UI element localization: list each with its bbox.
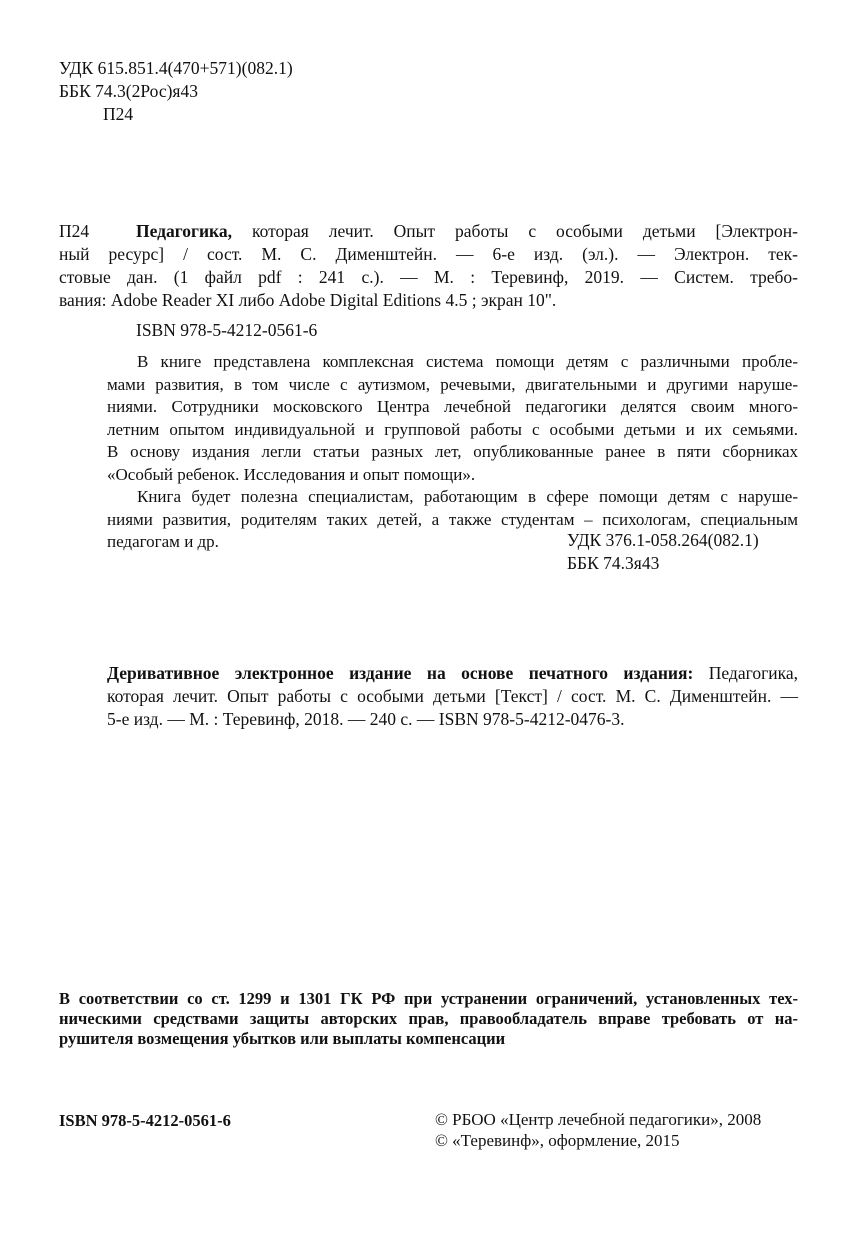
rights-line: В соответствии со ст. 1299 и 1301 ГК РФ при устранении ограничений, установленных тех- [59, 989, 798, 1008]
rights-line: ническими средствами защиты авторских прав, правообладатель вправе требовать от на- [59, 1009, 798, 1028]
abstract-line: «Особый ребенок. Исследования и опыт помощи». [107, 464, 476, 484]
abstract-line: В книге представлена комплексная система помощи детям с различными пробле- [137, 352, 798, 371]
bib-line-3: стовые дан. (1 файл pdf : 241 с.). — М. : Теревинф, 2019. — Систем. требо- [59, 267, 798, 287]
bibliographic-mark: П24 [59, 221, 90, 241]
bottom-codes [567, 529, 759, 575]
isbn-line: ISBN 978-5-4212-0561-6 [136, 320, 318, 340]
derivative-line-2: которая лечит. Опыт работы с особыми детьми [Текст] / сост. М. С. Дименштейн. — [107, 686, 798, 706]
derivative-line-1 [107, 662, 798, 685]
isbn-footer: ISBN 978-5-4212-0561-6 [59, 1111, 231, 1130]
derivative-line-3: 5-е изд. — М. : Теревинф, 2018. — 240 с. — ISBN 978-5-4212-0476-3. [107, 709, 625, 729]
udk-code-bottom: УДК 376.1-058.264(082.1) [567, 530, 759, 550]
abstract-line: ниями развития, родителям таких детей, а также студентам – психологам, специальным [107, 509, 798, 529]
derivative-lead: Деривативное электронное издание на основе печатного издания: [107, 663, 694, 683]
derivative-edition-note [107, 662, 798, 731]
abstract-line: Книга будет полезна специалистам, работающим в сфере помощи детям с наруше- [137, 487, 798, 506]
abstract-line: В основу издания легли статьи разных лет, опубликованные ранее в пяти сборниках [107, 442, 798, 461]
rights-notice [59, 989, 798, 1049]
abstract-line: ниями. Сотрудники московского Центра лечебной педагогики делятся своим много- [107, 397, 798, 416]
copyright-block [435, 1109, 761, 1151]
derivative-line-1-text: Педагогика, [693, 663, 798, 683]
copyright-line-1: © РБОО «Центр лечебной педагогики», 2008 [435, 1110, 762, 1129]
abstract-line: педагогам и др. [107, 532, 219, 551]
udk-code: УДК 615.851.4(470+571)(082.1) [59, 58, 293, 78]
bib-line-1 [59, 220, 798, 243]
bib-line-4: вания: Adobe Reader XI либо Adobe Digital Editions 4.5 ; экран 10". [59, 290, 557, 310]
book-title: Педагогика, [136, 221, 232, 241]
bbk-code-bottom: ББК 74.3я43 [567, 553, 660, 573]
bib-line-2: ный ресурс] / сост. М. С. Дименштейн. — 6-е изд. (эл.). — Электрон. тек- [59, 244, 798, 264]
abstract-line: летним опытом индивидуальной и групповой работы с особыми детьми и их семьями. [107, 419, 798, 439]
bbk-code: ББК 74.3(2Рос)я43 [59, 81, 198, 101]
author-mark: П24 [103, 104, 134, 124]
rights-line: рушителя возмещения убытков или выплаты компенсации [59, 1029, 506, 1048]
bibliographic-entry [59, 220, 798, 312]
abstract-line: мами развития, в том числе с аутизмом, речевыми, двигательными и другими наруше- [107, 374, 798, 394]
header-codes [59, 57, 293, 126]
abstract [107, 351, 798, 554]
copyright-line-2: © «Теревинф», оформление, 2015 [435, 1131, 680, 1150]
bib-line-1-text: которая лечит. Опыт работы с особыми детьми [Электрон- [232, 221, 798, 241]
